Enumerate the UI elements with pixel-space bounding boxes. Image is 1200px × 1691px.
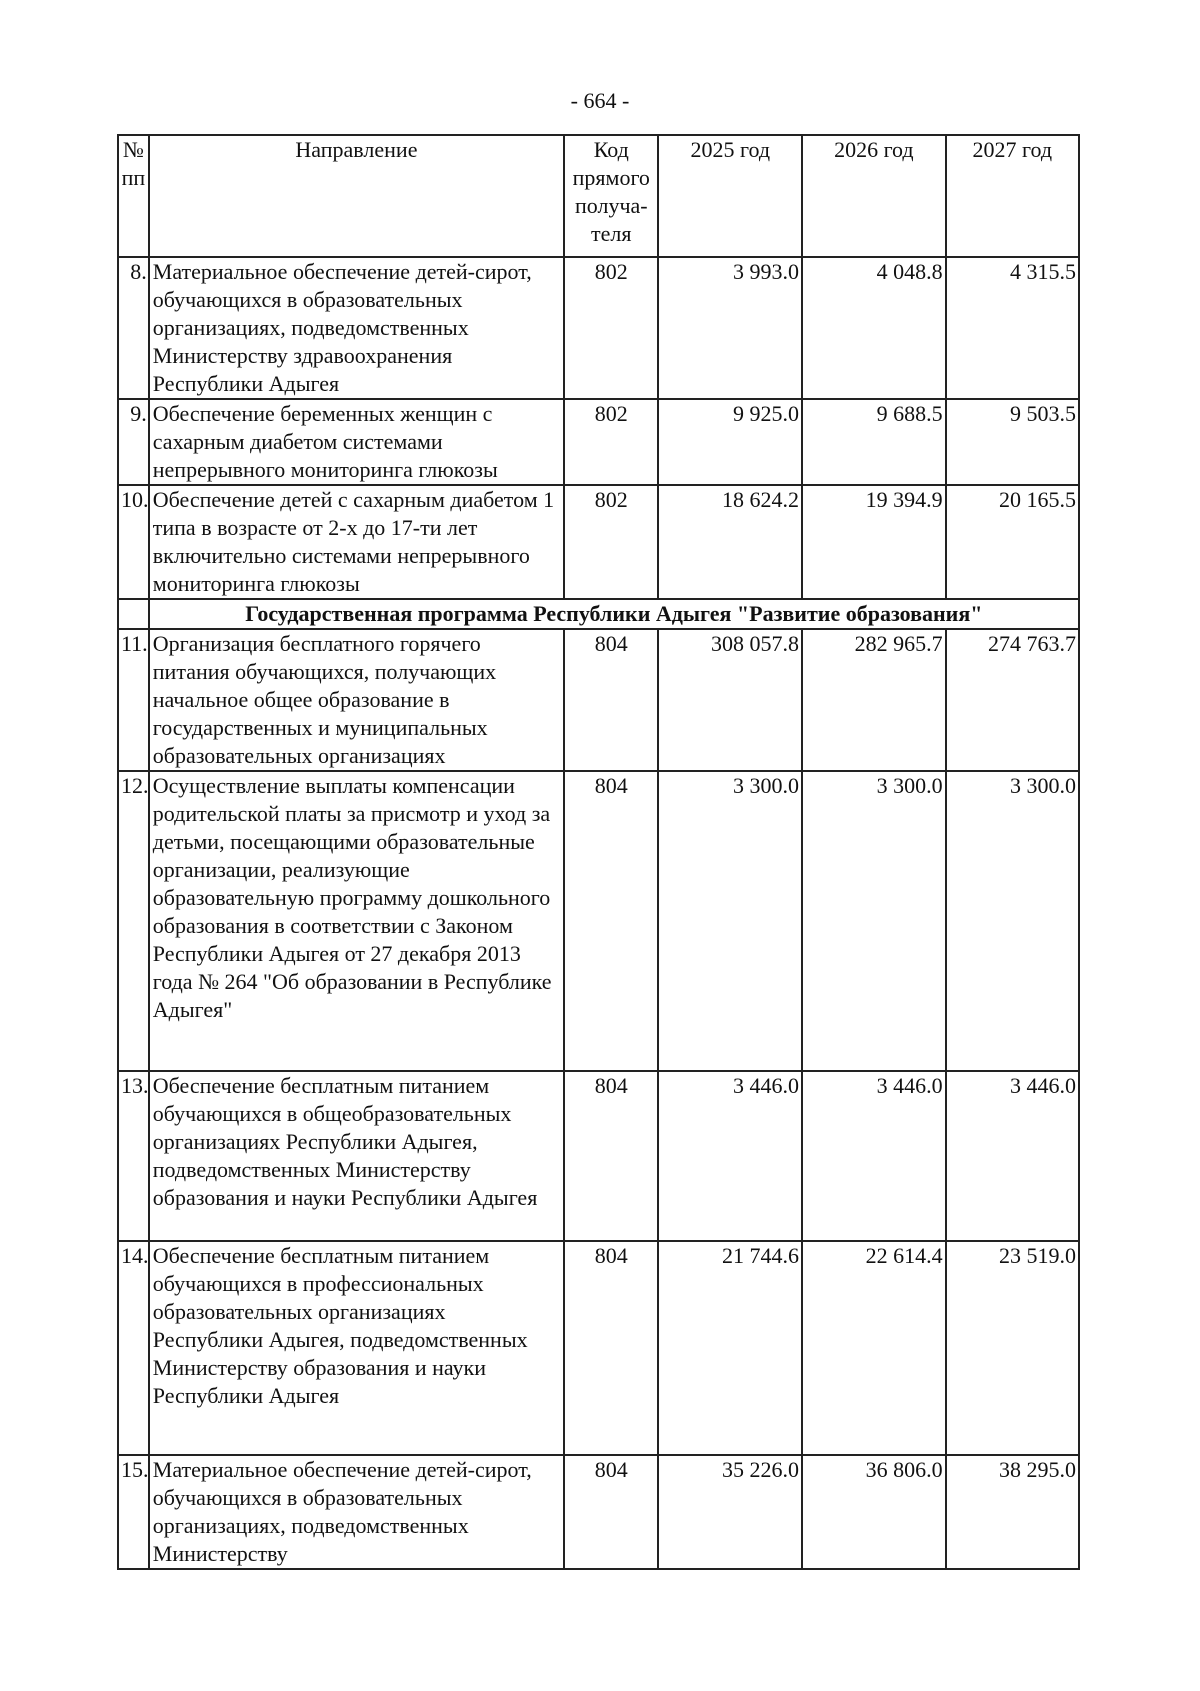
- row-number: 13.: [118, 1071, 149, 1241]
- row-2026: 3 300.0: [802, 771, 946, 1071]
- table-row: [118, 1455, 1079, 1569]
- table-row: [118, 1241, 1079, 1455]
- header-code: Код прямого получа-теля: [564, 135, 658, 257]
- section-title: Государственная программа Республики Адыгея "Развитие образования": [149, 599, 1079, 629]
- section-num-cell: [118, 599, 149, 629]
- row-code: 804: [564, 1071, 658, 1241]
- row-direction: Материальное обеспечение детей-сирот, обучающихся в образовательных организациях, подведомственных Министерству: [149, 1455, 564, 1569]
- row-2026: 282 965.7: [802, 629, 946, 771]
- table-row: [118, 399, 1079, 485]
- table-row: [118, 629, 1079, 771]
- row-2026: 9 688.5: [802, 399, 946, 485]
- row-2025: 35 226.0: [658, 1455, 802, 1569]
- row-2027: 38 295.0: [946, 1455, 1079, 1569]
- row-2025: 308 057.8: [658, 629, 802, 771]
- row-direction: Осуществление выплаты компенсации родительской платы за присмотр и уход за детьми, посещающими образовательные организации, реализующие образовательную программу дошкольного образования в соответствии с Законом Республики Адыгея от 27 декабря 2013 года № 264 "Об образовании в Республике Адыгея": [149, 771, 564, 1071]
- row-direction: Материальное обеспечение детей-сирот, обучающихся в образовательных организациях, подведомственных Министерству здравоохранения Республики Адыгея: [149, 257, 564, 399]
- row-direction: Обеспечение бесплатным питанием обучающихся в профессиональных образовательных организациях Республики Адыгея, подведомственных Министерству образования и науки Республики Адыгея: [149, 1241, 564, 1455]
- header-num: № пп: [118, 135, 149, 257]
- row-2025: 3 446.0: [658, 1071, 802, 1241]
- page-number: - 664 -: [570, 88, 630, 113]
- row-2025: 18 624.2: [658, 485, 802, 599]
- row-code: 804: [564, 1455, 658, 1569]
- row-number: 8.: [118, 257, 149, 399]
- row-number: 12.: [118, 771, 149, 1071]
- table-row: [118, 485, 1079, 599]
- row-2025: 9 925.0: [658, 399, 802, 485]
- table-header-row: [118, 135, 1079, 257]
- row-code: 802: [564, 257, 658, 399]
- row-2026: 19 394.9: [802, 485, 946, 599]
- row-2026: 4 048.8: [802, 257, 946, 399]
- row-2026: 22 614.4: [802, 1241, 946, 1455]
- row-2025: 3 993.0: [658, 257, 802, 399]
- row-2027: 20 165.5: [946, 485, 1079, 599]
- row-direction: Организация бесплатного горячего питания обучающихся, получающих начальное общее образование в государственных и муниципальных образовательных организациях: [149, 629, 564, 771]
- row-number: 9.: [118, 399, 149, 485]
- row-2027: 3 446.0: [946, 1071, 1079, 1241]
- row-2027: 4 315.5: [946, 257, 1079, 399]
- row-code: 802: [564, 485, 658, 599]
- row-direction: Обеспечение беременных женщин с сахарным диабетом системами непрерывного мониторинга глюкозы: [149, 399, 564, 485]
- row-code: 802: [564, 399, 658, 485]
- row-2026: 36 806.0: [802, 1455, 946, 1569]
- row-2027: 23 519.0: [946, 1241, 1079, 1455]
- row-code: 804: [564, 629, 658, 771]
- row-2027: 9 503.5: [946, 399, 1079, 485]
- section-row: [118, 599, 1079, 629]
- budget-table: [117, 134, 1080, 1570]
- row-number: 11.: [118, 629, 149, 771]
- row-2027: 274 763.7: [946, 629, 1079, 771]
- row-2025: 21 744.6: [658, 1241, 802, 1455]
- row-direction: Обеспечение бесплатным питанием обучающихся в общеобразовательных организациях Республики Адыгея, подведомственных Министерству образования и науки Республики Адыгея: [149, 1071, 564, 1241]
- row-code: 804: [564, 771, 658, 1071]
- row-direction: Обеспечение детей с сахарным диабетом 1 типа в возрасте от 2-х до 17-ти лет включительно системами непрерывного мониторинга глюкозы: [149, 485, 564, 599]
- header-direction: Направление: [149, 135, 564, 257]
- row-number: 14.: [118, 1241, 149, 1455]
- row-2027: 3 300.0: [946, 771, 1079, 1071]
- row-2026: 3 446.0: [802, 1071, 946, 1241]
- row-number: 15.: [118, 1455, 149, 1569]
- header-2027: 2027 год: [946, 135, 1079, 257]
- table-row: [118, 257, 1079, 399]
- table-row: [118, 771, 1079, 1071]
- row-code: 804: [564, 1241, 658, 1455]
- table-row: [118, 1071, 1079, 1241]
- header-2026: 2026 год: [802, 135, 946, 257]
- row-2025: 3 300.0: [658, 771, 802, 1071]
- header-2025: 2025 год: [658, 135, 802, 257]
- row-number: 10.: [118, 485, 149, 599]
